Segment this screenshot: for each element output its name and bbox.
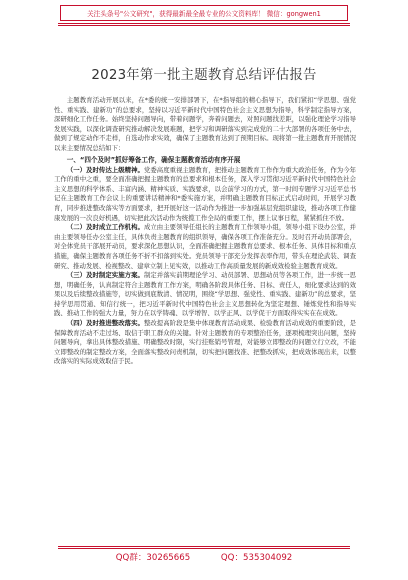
item-body: 制定并落实前期理论学习、动员部署、思想动员等各项工作，进一步统一思想，明确任务，认真制定符合主题教育工作方案，明确各阶段具体任务、目标、责任人，细化要求达到的效果以及后续整改措施等，切实做到底数清、情况明，围绕“学思想、强党性、重实践、建新功”的总要求，坚持学思用贯通、知信行统一，把习近平新时代中国特色社会主义思想转化为坚定理想、锤炼党性和指导实践、推动工作的强大力量，努力在以学铸魂、以学增智、以学正风、以学促干方面取得实实在在成效。 bbox=[54, 271, 357, 318]
footer-rule-top bbox=[58, 546, 350, 547]
item-body: 成立由主要领导任组长的主题教育工作领导小组，领导小组下设办公室，并由主要领导任办公室主任，具体负责主题教育的组织领导，确保各项工作准备充分。及时召开动员部署会，对全体党员干部展开动员，要求深化思想认识，全面准确把握主题教育总要求、根本任务、具体目标和重点措施，确保主题教育各项任务不折不扣落到实处。党员领导干部充分发挥表率作用，带头在理论武装、调查研究、推动发展、检视整改、建章立制上见实效，以推动工作高质量发展的新成效检验主题教育成效。 bbox=[54, 223, 357, 270]
footer-qq: QQ：535304092 bbox=[220, 553, 293, 563]
document-body bbox=[54, 96, 356, 367]
item-body: 整改提高阶段是集中体现教育活动成果、检验教育活动成效的重要阶段，是保障教育活动不走过场、取信于职工群众的关键。针对主题教育的专项整治任务，逐项梳理突出问题，坚持问题导向，拿出具体整改措施、明确整改时限，实行挂账销号管理，对能够立即整改的问题立行立改，不能立即整改的制定整改方案，全面落实整改问责机制，切实把问题找准、把整改抓实，把成效体现出来，以整改落实的实际成效取信于民。 bbox=[54, 319, 357, 366]
document-title: 2023年第一批主题教育总结评估报告 bbox=[91, 68, 317, 83]
item-body: 党委高度重视主题教育，把推动主题教育工作作为重大政治任务，作为今年工作的重中之重，要全面准确把握主题教育的总要求和根本任务，深入学习贯彻习近平新时代中国特色社会主义思想的科学体系、丰富内涵、精神实质、实践要求，以会前学习的方式，第一时间专题学习习近平总书记在主题教育工作会议上的重要讲话精神和*委实施方案，并明确主题教育目标正式启动时间，开展学习教育，同步推进整改落实等方面要求，把开展好这一活动作为推进一步加强基层党组织建设，推动各项工作健康发展的一次良好机遇，切实把此次活动作为统揽工作全局的重要工作，摆上议事日程，紧紧抓住不放。 bbox=[54, 165, 357, 222]
footer-contact bbox=[0, 551, 408, 563]
item-paragraph bbox=[54, 166, 356, 224]
footer-rule-bottom bbox=[58, 548, 350, 549]
item-paragraph bbox=[54, 223, 356, 271]
item-paragraph bbox=[54, 271, 356, 319]
footer-qq-group: QQ群：30265665 bbox=[115, 553, 191, 563]
item-label: （一）及时传达上级精神。 bbox=[66, 165, 144, 174]
item-paragraph bbox=[54, 319, 356, 367]
header-banner bbox=[60, 5, 348, 21]
item-label: （三）及时制定实施方案。 bbox=[66, 271, 144, 280]
header-rule-bottom bbox=[58, 25, 350, 26]
banner-text: 关注头条号"公文研究"，获得最新最全最专业的公文资料库！ 微信：gongwen1 bbox=[87, 10, 321, 18]
header-rule-top bbox=[58, 23, 350, 24]
intro-paragraph: 主题教育活动开展以来，在*委的统一安排部署下，在*指导组的精心指导下，我们紧扣“学思想、强党性、重实践、建新功”的总要求，坚持以习近平新时代中国特色社会主义思想为指导，科学制定指导方案，深研细化工作任务。始终坚持问题导向，带着问题学，奔着问题去，对照问题找差距，以强化理论学习指导发展实践，以深化调查研究推动解决发展难题，把学习和调研落实到完成党的二十大部署的各项任务中去，做到了规定动作不走样，自选动作求实效，确保了主题教育达到了预期目标。现将第一批主题教育开展情况以来主要情况总结如下： bbox=[54, 96, 356, 152]
section-heading: 一、“四个及时”抓好筹备工作，确保主题教育活动有序开展 bbox=[66, 155, 241, 164]
item-label: （四）及时推进整改落实。 bbox=[66, 319, 144, 328]
item-label: （二）及时成立工作机构。 bbox=[66, 223, 144, 232]
